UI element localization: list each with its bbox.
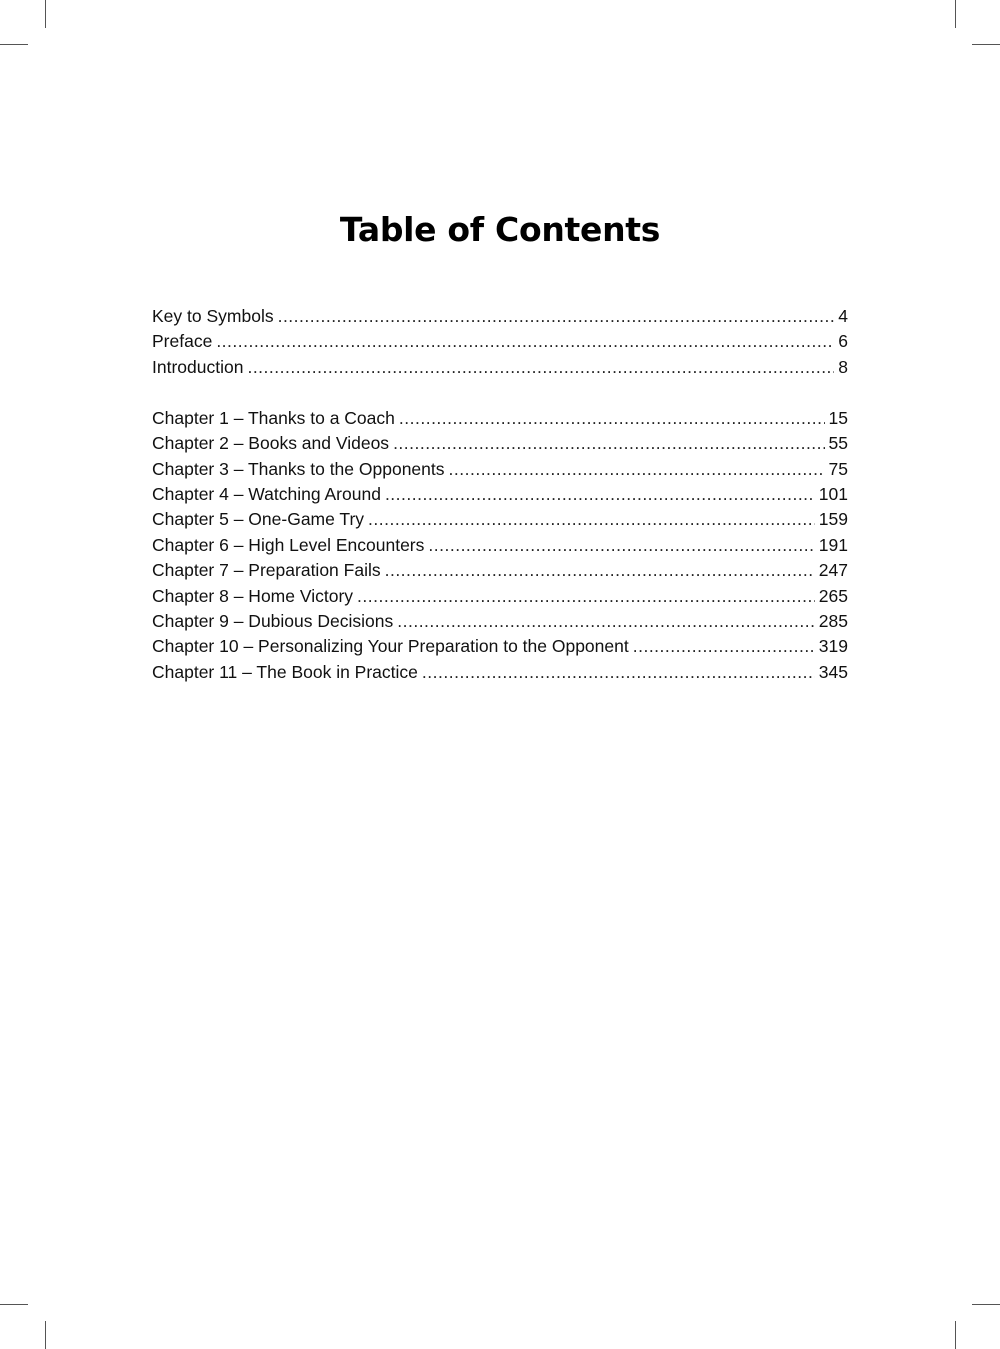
toc-entry[interactable] xyxy=(152,558,848,583)
crop-mark-bottom-left-vertical xyxy=(45,1321,46,1349)
toc-entry-label: Chapter 10 – Personalizing Your Preparation to the Opponent xyxy=(152,636,629,657)
toc-entry-label: Chapter 1 – Thanks to a Coach xyxy=(152,407,395,428)
toc-entry[interactable] xyxy=(152,507,848,532)
crop-mark-top-right-horizontal xyxy=(972,44,1000,45)
toc-entry-label: Chapter 4 – Watching Around xyxy=(152,483,381,504)
toc-entry[interactable] xyxy=(152,533,848,558)
toc-entry-label: Chapter 5 – One-Game Try xyxy=(152,509,365,530)
toc-entry-page: 15 xyxy=(828,407,848,428)
dot-leader xyxy=(428,533,814,558)
toc-entry-page: 8 xyxy=(838,356,848,377)
crop-mark-bottom-right-vertical xyxy=(955,1321,956,1349)
dot-leader xyxy=(216,329,834,354)
dot-leader xyxy=(422,660,815,685)
toc-entry[interactable] xyxy=(152,660,848,685)
toc-entry-page: 4 xyxy=(838,306,848,326)
toc-list xyxy=(152,304,848,685)
toc-entry[interactable] xyxy=(152,584,848,609)
dot-leader xyxy=(399,406,825,431)
toc-entry-page: 159 xyxy=(818,509,848,530)
toc-entry-page: 75 xyxy=(828,458,848,479)
toc-entry-page: 247 xyxy=(818,560,848,581)
toc-entry[interactable] xyxy=(152,304,848,329)
toc-entry[interactable] xyxy=(152,482,848,507)
toc-entry-label: Preface xyxy=(152,331,213,352)
crop-mark-top-left-horizontal xyxy=(0,44,28,45)
crop-mark-bottom-right-horizontal xyxy=(972,1304,1000,1305)
dot-leader xyxy=(385,558,815,583)
toc-entry-label: Introduction xyxy=(152,356,244,377)
toc-entry-label: Key to Symbols xyxy=(152,306,274,326)
toc-entry-label: Chapter 7 – Preparation Fails xyxy=(152,560,381,581)
dot-leader xyxy=(633,634,815,659)
toc-entry-page: 101 xyxy=(818,483,848,504)
dot-leader xyxy=(247,355,834,380)
toc-entry-label: Chapter 6 – High Level Encounters xyxy=(152,534,425,555)
toc-entry-label: Chapter 2 – Books and Videos xyxy=(152,433,390,454)
crop-mark-bottom-left-horizontal xyxy=(0,1304,28,1305)
toc-entry-page: 191 xyxy=(818,534,848,555)
dot-leader xyxy=(449,457,825,482)
toc-entry-label: Chapter 8 – Home Victory xyxy=(152,585,354,606)
toc-entry-label: Chapter 9 – Dubious Decisions xyxy=(152,610,394,631)
toc-entry[interactable] xyxy=(152,431,848,456)
dot-leader xyxy=(393,431,824,456)
toc-entry-label: Chapter 11 – The Book in Practice xyxy=(152,661,418,682)
toc-entry-page: 319 xyxy=(818,636,848,657)
toc-entry[interactable] xyxy=(152,355,848,380)
toc-entry[interactable] xyxy=(152,457,848,482)
toc-entry-label: Chapter 3 – Thanks to the Opponents xyxy=(152,458,445,479)
toc-entry[interactable] xyxy=(152,406,848,431)
page-title: Table of Contents xyxy=(339,210,661,249)
crop-mark-top-right-vertical xyxy=(955,0,956,28)
toc-entry-page: 6 xyxy=(838,331,848,352)
toc-entry[interactable] xyxy=(152,329,848,354)
toc-entry[interactable] xyxy=(152,609,848,634)
dot-leader xyxy=(278,304,835,329)
dot-leader xyxy=(397,609,815,634)
toc-entry-page: 55 xyxy=(828,433,848,454)
dot-leader xyxy=(385,482,815,507)
toc-entry-page: 345 xyxy=(818,661,848,682)
toc-entry-page: 285 xyxy=(818,610,848,631)
toc-entry-page: 265 xyxy=(818,585,848,606)
crop-mark-top-left-vertical xyxy=(45,0,46,28)
toc-entry[interactable] xyxy=(152,634,848,659)
dot-leader xyxy=(357,584,815,609)
dot-leader xyxy=(368,507,815,532)
